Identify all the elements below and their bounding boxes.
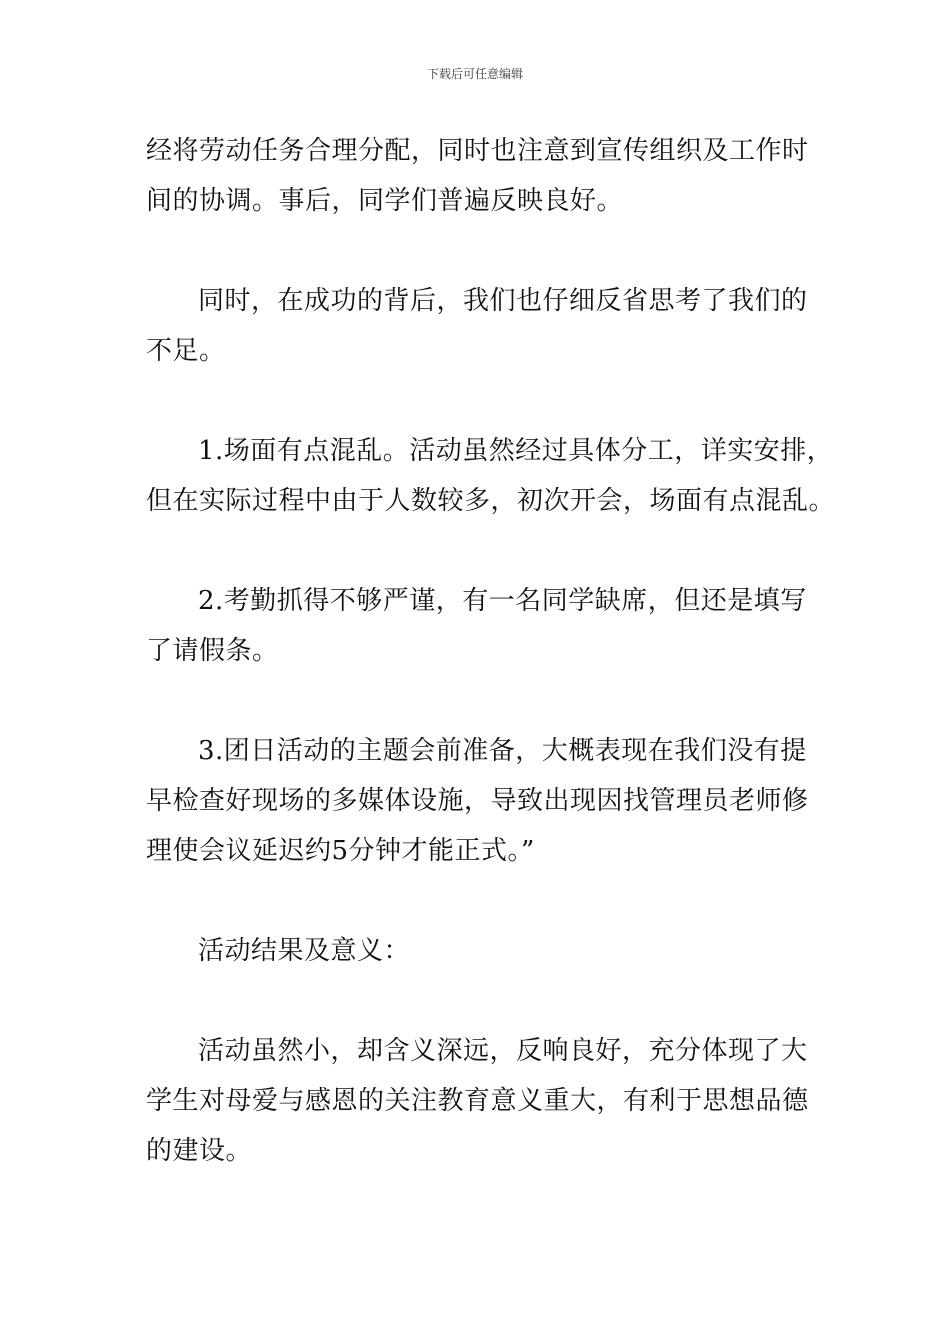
document-body [146, 126, 836, 1176]
paragraph-spacer [146, 976, 836, 1026]
paragraph-line: 了请假条。 [146, 636, 279, 666]
paragraph-3 [146, 426, 836, 526]
paragraph-spacer [146, 526, 836, 576]
paragraph-6 [146, 926, 836, 976]
paragraph-spacer [146, 876, 836, 926]
paragraph-line: 同时，在成功的背后，我们也仔细反省思考了我们的 [198, 286, 808, 316]
paragraph-line: 学生对母爱与感恩的关注教育意义重大，有利于思想品德 [146, 1086, 809, 1116]
paragraph-line: 3.团日活动的主题会前准备，大概表现在我们没有提 [198, 736, 807, 766]
paragraph-line: 2.考勤抓得不够严谨，有一名同学缺席，但还是填写 [198, 586, 807, 616]
paragraph-line: 不足。 [146, 336, 226, 366]
paragraph-spacer [146, 226, 836, 276]
paragraph-line: 理使会议延迟约5分钟才能正式。” [146, 836, 535, 866]
paragraph-1 [146, 126, 836, 226]
paragraph-2 [146, 276, 836, 376]
paragraph-line: 的建设。 [146, 1136, 253, 1166]
paragraph-spacer [146, 376, 836, 426]
section-heading: 活动结果及意义： [198, 936, 411, 966]
paragraph-line: 但在实际过程中由于人数较多，初次开会，场面有点混乱。 [146, 486, 836, 516]
paragraph-line: 活动虽然小，却含义深远，反响良好，充分体现了大 [198, 1036, 808, 1066]
paragraph-line: 经将劳动任务合理分配，同时也注意到宣传组织及工作时 [146, 136, 809, 166]
paragraph-line: 1.场面有点混乱。活动虽然经过具体分工，详实安排， [198, 436, 834, 466]
paragraph-7 [146, 1026, 836, 1176]
page-header: 下载后可任意编辑 [426, 67, 523, 81]
paragraph-4 [146, 576, 836, 676]
paragraph-line: 间的协调。事后，同学们普遍反映良好。 [146, 186, 624, 216]
paragraph-spacer [146, 676, 836, 726]
paragraph-5 [146, 726, 836, 876]
paragraph-line: 早检查好现场的多媒体设施，导致出现因找管理员老师修 [146, 786, 809, 816]
